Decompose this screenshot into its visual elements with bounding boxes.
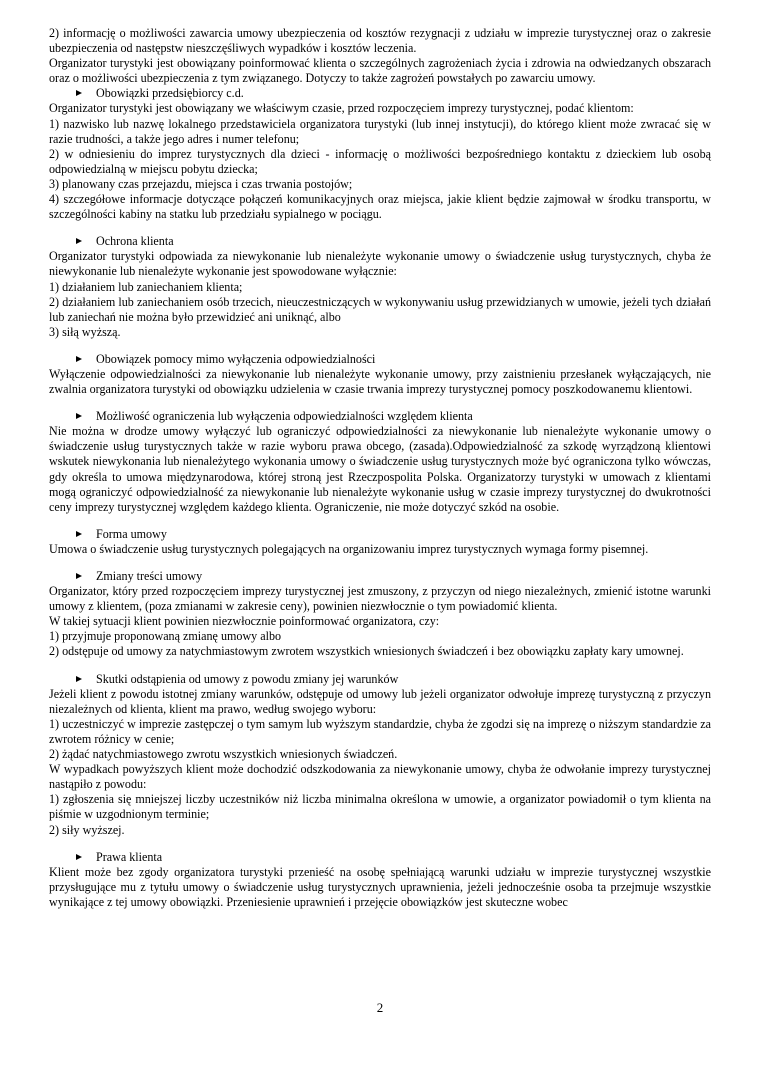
section-heading-label: Zmiany treści umowy <box>96 569 203 583</box>
bullet-arrow-icon <box>76 854 82 860</box>
paragraph: Klient może bez zgody organizatora turystyki przenieść na osobę spełniającą warunki udziału w imprezie turystycznej wszystkie przysługujące mu z tytułu umowy o świadczenie usług turystycznych uprawnienia, jeżeli jednocześnie osoba ta przejmuje wszystkie wynikające z tej umowy obowiązki. Przeniesienie uprawnień i przejęcie obowiązków jest skuteczne wobec <box>49 864 711 909</box>
paragraph-spacer <box>49 397 711 409</box>
bullet-arrow-icon <box>76 90 82 96</box>
paragraph-spacer <box>49 515 711 527</box>
section-heading <box>49 86 711 101</box>
section-heading-label: Ochrona klienta <box>96 234 174 249</box>
section-heading-label: Możliwość ograniczenia lub wyłączenia odpowiedzialności względem klienta <box>96 409 473 424</box>
paragraph: 1) nazwisko lub nazwę lokalnego przedstawiciela organizatora turystyki (lub innej instytucji), do którego klient może zwracać się w razie trudności, a także jego adres i numer telefonu; <box>49 116 711 146</box>
document-body <box>49 26 711 910</box>
paragraph-spacer <box>49 660 711 672</box>
paragraph: Organizator turystyki jest obowiązany poinformować klienta o szczególnych zagrożeniach życia i zdrowia na odwiedzanych obszarach oraz o możliwości ubezpieczenia z tym związanego. Dotyczy to także zagrożeń powstałych po zawarciu umowy. <box>49 56 711 86</box>
paragraph: Nie można w drodze umowy wyłączyć lub ograniczyć odpowiedzialności za niewykonanie lub nienależyte wykonanie umowy o świadczenie usług turystycznych także w razie wyboru prawa obcego, (zasada).Odpowiedzialność za szkodę wyrządzoną klientowi wskutek niewykonania lub nienależytego wykonania umowy o świadczenie usług turystycznych może być ograniczona tylko wówczas, gdy określa to umowa międzynarodowa, której stroną jest Rzeczpospolita Polska. Organizatorzy turystyki w umowach z klientami mogą ograniczyć odpowiedzialność za niewykonanie lub nienależyte wykonanie usług w czasie imprezy turystycznej do dwukrotności ceny imprezy turystycznej względem każdego klienta. Ograniczenie, nie może dotyczyć szkód na osobie. <box>49 424 711 514</box>
paragraph: W wypadkach powyższych klient może dochodzić odszkodowania za niewykonanie umowy, chyba że odwołanie imprezy turystycznej nastąpiło z powodu: <box>49 762 711 792</box>
bullet-arrow-icon <box>76 531 82 537</box>
section-heading-label: Prawa klienta <box>96 849 163 864</box>
bullet-arrow-icon <box>76 573 82 579</box>
paragraph-spacer <box>49 838 711 850</box>
paragraph: 1) działaniem lub zaniechaniem klienta; <box>49 279 243 294</box>
paragraph: Wyłączenie odpowiedzialności za niewykonanie lub nienależyte wykonanie umowy, przy zaistnieniu przesłanek wyłączających, nie zwalnia organizatora turystyki od obowiązku udzielenia w czasie trwania imprezy turystycznej pomocy poszkodowanemu klientowi. <box>49 366 711 397</box>
section-heading <box>49 234 711 249</box>
section-heading-label: Skutki odstąpienia od umowy z powodu zmiany jej warunków <box>96 671 399 686</box>
section-heading <box>49 569 711 584</box>
paragraph: 2) informację o możliwości zawarcia umowy ubezpieczenia od kosztów rezygnacji z udziału w imprezie turystycznej oraz o zakresie ubezpieczenia od następstw nieszczęśliwych wypadków i kosztów leczenia. <box>49 26 711 56</box>
bullet-arrow-icon <box>76 676 82 682</box>
paragraph: 2) siły wyższej. <box>49 822 125 837</box>
section-heading-label: Obowiązek pomocy mimo wyłączenia odpowiedzialności <box>96 351 376 366</box>
section-heading <box>49 409 711 424</box>
section-heading <box>49 352 711 367</box>
section-heading <box>49 527 711 542</box>
section-heading <box>49 672 711 687</box>
paragraph: 3) siłą wyższą. <box>49 324 121 339</box>
paragraph: 2) w odniesieniu do imprez turystycznych dla dzieci - informację o możliwości bezpośredniego kontaktu z dzieckiem lub osobą odpowiedzialną w miejscu pobytu dziecka; <box>49 146 711 176</box>
bullet-arrow-icon <box>76 413 82 419</box>
paragraph: W takiej sytuacji klient powinien niezwłocznie poinformować organizatora, czy: <box>49 614 440 629</box>
bullet-arrow-icon <box>76 356 82 362</box>
section-heading <box>49 850 711 865</box>
paragraph: 1) zgłoszenia się mniejszej liczby uczestników niż liczba minimalna określona w umowie, a organizator powiadomił o tym klienta na piśmie w uzgodnionym terminie; <box>49 792 711 822</box>
paragraph: Organizator turystyki odpowiada za niewykonanie lub nienależyte wykonanie umowy o świadczenie usług turystycznych, chyba że niewykonanie lub nienależyte wykonanie jest spowodowane wyłącznie: <box>49 249 711 279</box>
paragraph: 1) przyjmuje proponowaną zmianę umowy albo <box>49 629 282 644</box>
paragraph-spacer <box>49 222 711 234</box>
paragraph: Organizator turystyki jest obowiązany we właściwym czasie, przed rozpoczęciem imprezy turystycznej, podać klientom: <box>49 101 634 116</box>
paragraph-spacer <box>49 340 711 352</box>
paragraph: Jeżeli klient z powodu istotnej zmiany warunków, odstępuje od umowy lub jeżeli organizator odwołuje imprezę turystyczną z przyczyn niezależnych od klienta, klient ma prawo, według swojego wyboru: <box>49 686 711 716</box>
section-heading-label: Forma umowy <box>96 526 167 541</box>
paragraph: Organizator, który przed rozpoczęciem imprezy turystycznej jest zmuszony, z przyczyn od niego niezależnych, zmienić istotne warunki umowy z klientem, (poza zmianami w zakresie ceny), powinien niezwłocznie o tym powiadomić klienta. <box>49 584 711 614</box>
paragraph: 2) działaniem lub zaniechaniem osób trzecich, nieuczestniczących w wykonywaniu usług przewidzianych w umowie, jeżeli tych działań lub zaniechań nie można było przewidzieć ani uniknąć, albo <box>49 294 711 324</box>
paragraph: 1) uczestniczyć w imprezie zastępczej o tym samym lub wyższym standardzie, chyba że zgodzi się na imprezę o niższym standardzie za zwrotem różnicy w cenie; <box>49 716 711 746</box>
paragraph-spacer <box>49 557 711 569</box>
paragraph: 2) żądać natychmiastowego zwrotu wszystkich wniesionych świadczeń. <box>49 747 398 762</box>
page-number: 2 <box>376 1000 384 1015</box>
paragraph: 3) planowany czas przejazdu, miejsca i czas trwania postojów; <box>49 176 353 191</box>
paragraph: 2) odstępuje od umowy za natychmiastowym zwrotem wszystkich wniesionych świadczeń i bez obowiązku zapłaty kary umownej. <box>49 644 684 659</box>
paragraph: Umowa o świadczenie usług turystycznych polegających na organizowaniu imprez turystycznych wymaga formy pisemnej. <box>49 541 649 556</box>
paragraph: 4) szczegółowe informacje dotyczące połączeń komunikacyjnych oraz miejsca, jakie klient będzie zajmował w środku transportu, w szczególności kabiny na statku lub przedziału sypialnego w pociągu. <box>49 192 711 222</box>
bullet-arrow-icon <box>76 238 82 244</box>
section-heading-label: Obowiązki przedsiębiorcy c.d. <box>96 86 244 101</box>
